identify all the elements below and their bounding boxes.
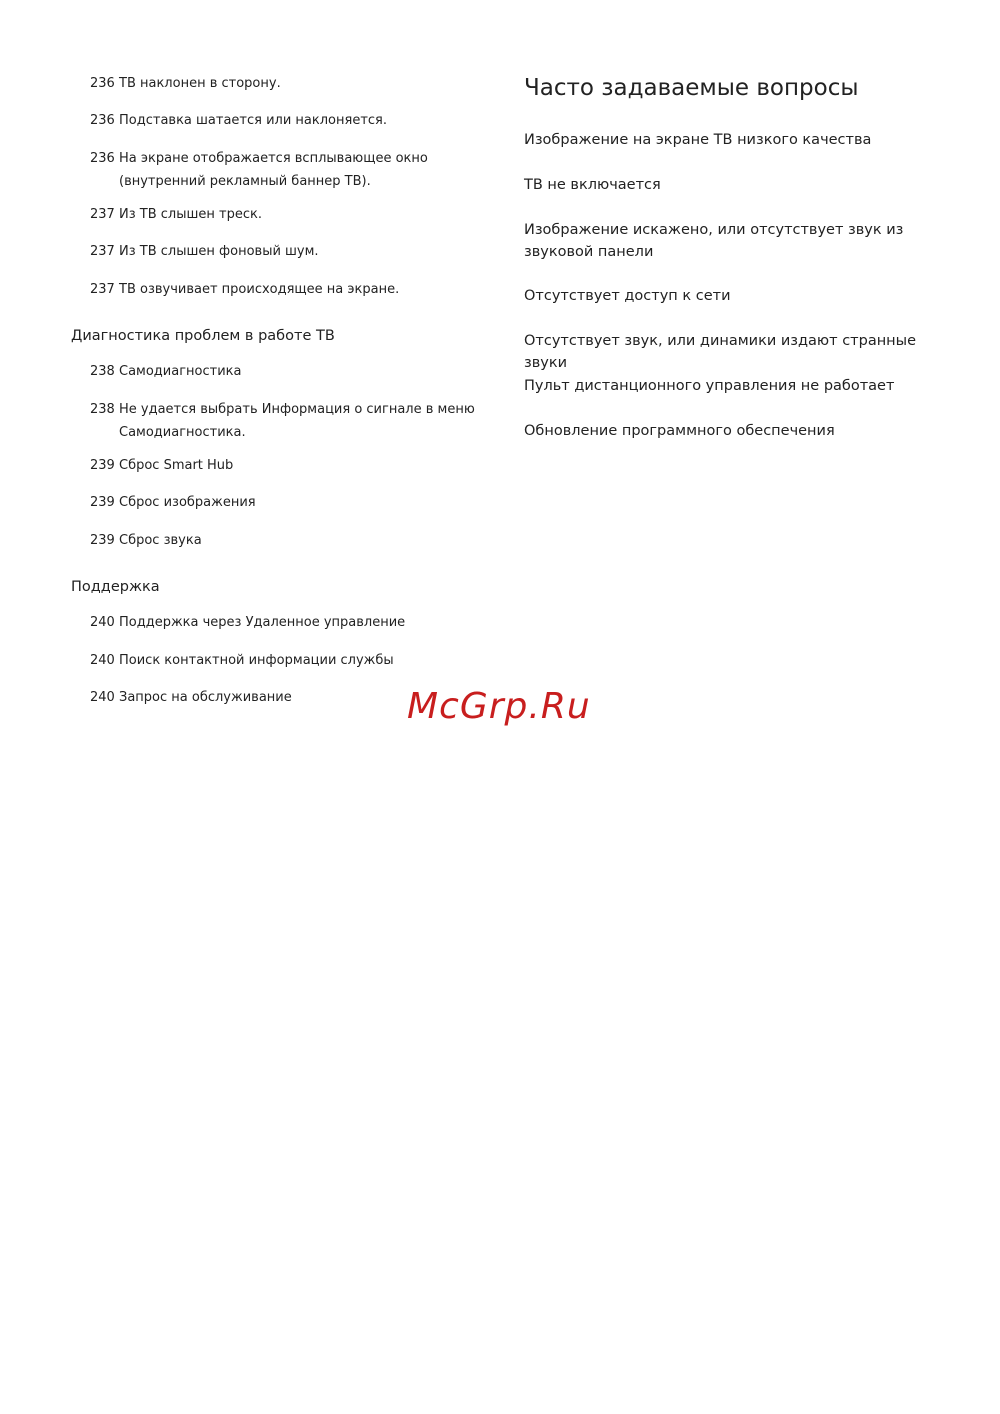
- toc-entry-text: Из ТВ слышен треск.: [119, 207, 262, 222]
- faq-link[interactable]: Отсутствует звук, или динамики издают странные звуки: [524, 333, 917, 371]
- toc-entry[interactable]: [90, 240, 480, 263]
- toc-entry-text: На экране отображается всплывающее окно (внутренний рекламный баннер ТВ).: [119, 151, 428, 189]
- toc-entry[interactable]: [90, 203, 480, 226]
- toc-page-number: 238: [90, 402, 115, 417]
- toc-page-number: 236: [90, 151, 115, 166]
- toc-entry[interactable]: [90, 398, 480, 444]
- toc-entry-text: ТВ наклонен в сторону.: [119, 76, 281, 91]
- toc-entry[interactable]: [90, 491, 480, 514]
- toc-entry-text: Сброс Smart Hub: [119, 458, 234, 473]
- toc-entry-text: Из ТВ слышен фоновый шум.: [119, 244, 319, 259]
- toc-page-number: 236: [90, 113, 115, 128]
- toc-page-number: 238: [90, 364, 115, 379]
- faq-link[interactable]: ТВ не включается: [524, 177, 661, 193]
- toc-entry[interactable]: [90, 109, 480, 132]
- faq-link[interactable]: Пульт дистанционного управления не работает: [524, 378, 895, 394]
- toc-entry[interactable]: [90, 611, 480, 634]
- toc-page-number: 239: [90, 533, 115, 548]
- toc-page-number: 240: [90, 653, 115, 668]
- toc-page-number: 239: [90, 458, 115, 473]
- toc-page-number: 240: [90, 615, 115, 630]
- section-heading-support[interactable]: Поддержка: [71, 579, 160, 595]
- toc-page-number: 237: [90, 244, 115, 259]
- toc-page-number: 237: [90, 207, 115, 222]
- toc-entry-text: Сброс звука: [119, 533, 202, 548]
- faq-link[interactable]: Обновление программного обеспечения: [524, 423, 835, 439]
- faq-link[interactable]: Изображение на экране ТВ низкого качества: [524, 132, 872, 148]
- toc-entry-text: Самодиагностика: [119, 364, 242, 379]
- watermark-logo: McGrp.Ru: [407, 686, 591, 727]
- section-heading-diagnostics[interactable]: Диагностика проблем в работе ТВ: [71, 328, 335, 344]
- faq-title: Часто задаваемые вопросы: [524, 75, 859, 101]
- toc-entry[interactable]: [90, 649, 480, 672]
- toc-entry[interactable]: [90, 360, 480, 383]
- toc-page-number: 237: [90, 282, 115, 297]
- toc-entry[interactable]: [90, 454, 480, 477]
- toc-page-number: 239: [90, 495, 115, 510]
- toc-entry-text: Поддержка через Удаленное управление: [119, 615, 406, 630]
- toc-entry-text: Подставка шатается или наклоняется.: [119, 113, 387, 128]
- toc-page-number: 240: [90, 690, 115, 705]
- toc-entry[interactable]: [90, 529, 480, 552]
- toc-page-number: 236: [90, 76, 115, 91]
- toc-entry-text: Поиск контактной информации службы: [119, 653, 394, 668]
- toc-entry[interactable]: [90, 147, 480, 193]
- toc-entry-text: Сброс изображения: [119, 495, 256, 510]
- faq-link[interactable]: Изображение искажено, или отсутствует звук из звуковой панели: [524, 222, 904, 260]
- toc-entry-text: Запрос на обслуживание: [119, 690, 292, 705]
- toc-entry[interactable]: [90, 278, 480, 301]
- faq-link[interactable]: Отсутствует доступ к сети: [524, 288, 731, 304]
- toc-entry-text: Не удается выбрать Информация о сигнале в меню Самодиагностика.: [119, 402, 475, 440]
- toc-entry[interactable]: [90, 72, 480, 95]
- toc-entry-text: ТВ озвучивает происходящее на экране.: [119, 282, 400, 297]
